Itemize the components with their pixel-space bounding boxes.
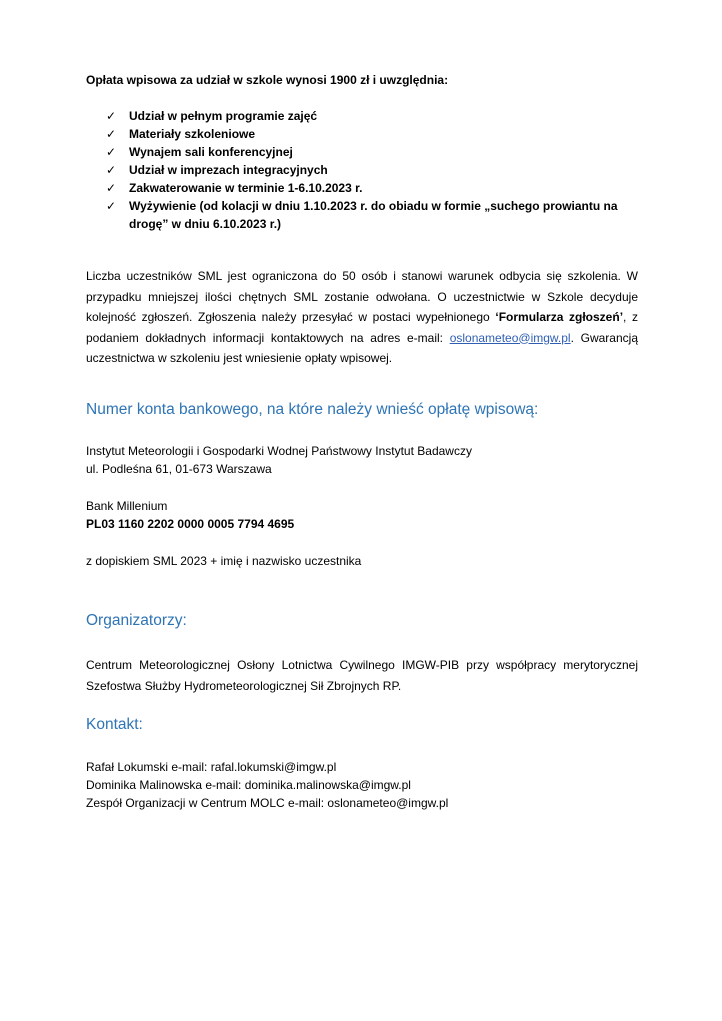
list-item-text: Udział w pełnym programie zajęć bbox=[129, 109, 318, 123]
list-item bbox=[86, 125, 638, 143]
checkmark-icon: ✓ bbox=[106, 181, 117, 195]
list-item bbox=[86, 179, 638, 197]
contact-line: Dominika Malinowska e-mail: dominika.malinowska@imgw.pl bbox=[86, 778, 411, 792]
bank-name: Bank Millenium bbox=[86, 499, 168, 513]
contact-line: Rafał Lokumski e-mail: rafal.lokumski@imgw.pl bbox=[86, 760, 337, 774]
participation-text-1: Liczba uczestników SML jest ograniczona do 50 osób i stanowi warunek odbycia się szkolenia. W przypadku mniejszej ilości chętnych SML zostanie odwołana. O uczestnictwie w Szkole decyduje kolejność zgłoszeń. Zgłoszenia należy przesyłać w postaci wypełnionego bbox=[86, 269, 638, 324]
account-number: PL03 1160 2202 0000 0005 7794 4695 bbox=[86, 517, 295, 531]
contact-line: Zespół Organizacji w Centrum MOLC e-mail: oslonameteo@imgw.pl bbox=[86, 796, 449, 810]
institute-address: ul. Podleśna 61, 01-673 Warszawa bbox=[86, 462, 272, 476]
fee-title: Opłata wpisowa za udział w szkole wynosi 1900 zł i uwzględnia: bbox=[86, 73, 449, 87]
list-item bbox=[86, 143, 638, 161]
bank-heading: Numer konta bankowego, na które należy wnieść opłatę wpisową: bbox=[86, 401, 539, 418]
list-item-text: Wyżywienie (od kolacji w dniu 1.10.2023 r. do obiadu w formie „suchego prowiantu na drogę” w dniu 6.10.2023 r.) bbox=[129, 199, 618, 231]
organizers-heading: Organizatorzy: bbox=[86, 612, 187, 629]
participation-text-3: . Gwarancją uczestnictwa w szkoleniu jest wniesienie opłaty wpisowej. bbox=[86, 330, 638, 365]
contact-heading: Kontakt: bbox=[86, 716, 143, 733]
fee-includes-list bbox=[86, 107, 638, 233]
organizers-text: Centrum Meteorologicznej Osłony Lotnictwa Cywilnego IMGW-PIB przy współpracy merytorycznej Szefostwa Służby Hydrometeorologicznej Sił Zbrojnych RP. bbox=[86, 658, 638, 693]
participation-paragraph bbox=[86, 266, 638, 369]
participation-text-2: , z podaniem dokładnych informacji kontaktowych na adres e-mail: bbox=[86, 310, 639, 345]
checkmark-icon: ✓ bbox=[106, 109, 117, 123]
list-item bbox=[86, 107, 638, 125]
transfer-note: z dopiskiem SML 2023 + imię i nazwisko uczestnika bbox=[86, 554, 362, 568]
institute-name: Instytut Meteorologii i Gospodarki Wodnej Państwowy Instytut Badawczy bbox=[86, 444, 472, 458]
list-item-text: Materiały szkoleniowe bbox=[129, 127, 256, 141]
checkmark-icon: ✓ bbox=[106, 199, 117, 213]
list-item bbox=[86, 161, 638, 179]
checkmark-icon: ✓ bbox=[106, 145, 117, 159]
email-link[interactable]: oslonameteo@imgw.pl bbox=[449, 330, 571, 345]
list-item-text: Wynajem sali konferencyjnej bbox=[129, 145, 293, 159]
checkmark-icon: ✓ bbox=[106, 127, 117, 141]
list-item bbox=[86, 197, 638, 233]
list-item-text: Udział w imprezach integracyjnych bbox=[129, 163, 328, 177]
checkmark-icon: ✓ bbox=[106, 163, 117, 177]
list-item-text: Zakwaterowanie w terminie 1-6.10.2023 r. bbox=[129, 181, 363, 195]
form-name: ‘Formularza zgłoszeń’ bbox=[495, 310, 624, 324]
